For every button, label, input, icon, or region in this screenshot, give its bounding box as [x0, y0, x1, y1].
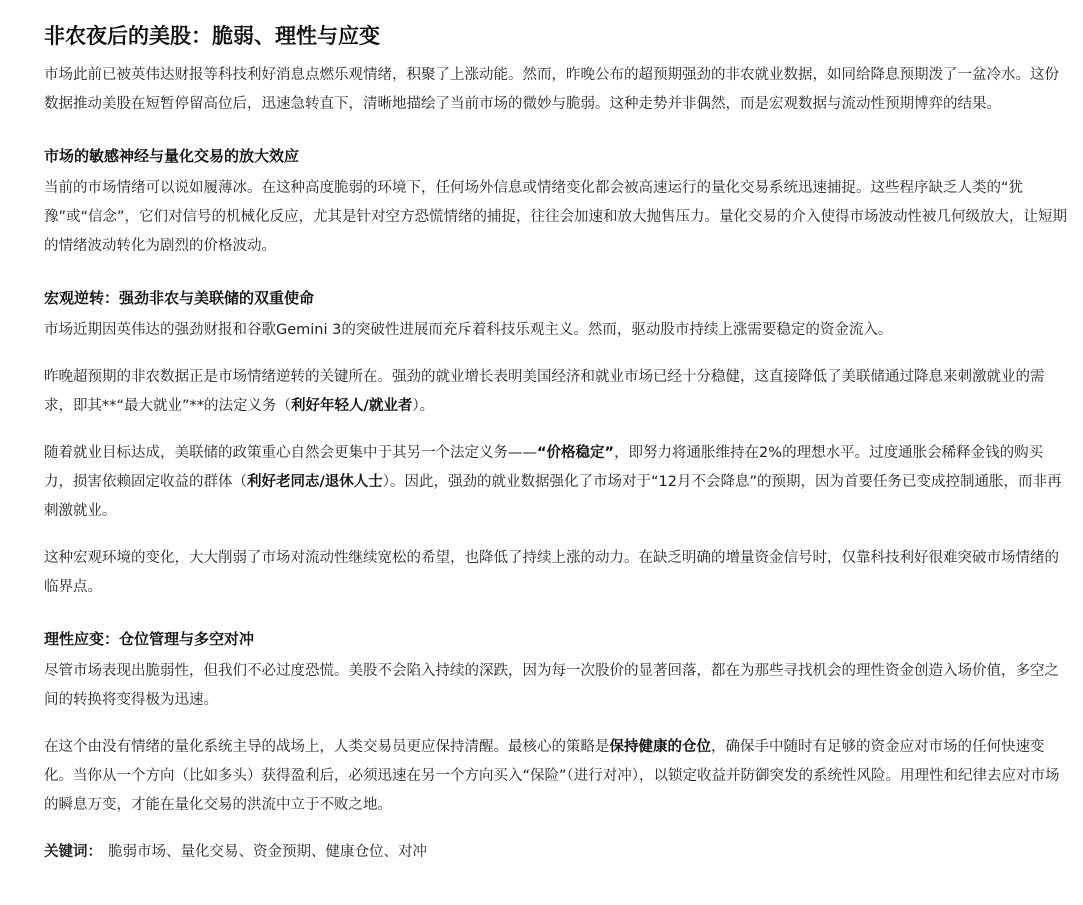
- text-span: 在这个由没有情绪的量化系统主导的战场上，人类交易员更应保持清醒。最核心的策略是: [44, 739, 610, 755]
- text-span: 随着就业目标达成，美联储的政策重心自然会更集中于其另一个法定义务——: [44, 445, 537, 461]
- text-span: ）。因此，强劲的就业数据强化了市场对于“12月不会降息”的预期，因为首要任务已变成控制通胀，而非再刺激就业。: [44, 474, 1062, 519]
- text-span: ，即努力将通胀维持在2%的理想水平。过度通胀会稀释金钱的购买力，损害依赖固定收益的群体（: [44, 445, 1044, 490]
- text-span: 昨晚超预期的非农数据正是市场情绪逆转的关键所在。强劲的就业增长表明美国经济和就业市场已经十分稳健，这直接降低了美联储通过降息来刺激就业的需求，即其**“最大就业”**的法定义务（: [44, 369, 1045, 414]
- section2-paragraph-2: [44, 363, 1069, 421]
- text-span: ，确保手中随时有足够的资金应对市场的任何快速变化。当你从一个方向（比如多头）获得盈利后，必须迅速在另一个方向买入“保险”（进行对冲），以锁定收益并防御突发的系统性风险。用理性和纪律去应对市场的瞬息万变，才能在量化交易的洪流中立于不败之地。: [44, 739, 1060, 813]
- section-heading-market-sensitivity: 市场的敏感神经与量化交易的放大效应: [44, 147, 300, 165]
- keywords-label: 关键词：: [44, 844, 102, 860]
- section3-paragraph-1: 尽管市场表现出脆弱性，但我们不必过度恐慌。美股不会陷入持续的深跌，因为每一次股价的显著回落，都在为那些寻找机会的理性资金创造入场价值，多空之间的转换将变得极为迅速。: [44, 663, 1059, 708]
- section1-paragraph: 当前的市场情绪可以说如履薄冰。在这种高度脆弱的环境下，任何场外信息或情绪变化都会被高速运行的量化交易系统迅速捕捉。这些程序缺乏人类的“犹豫”或“信念”，它们对信号的机械化反应，尤其是针对空方恐慌情绪的捕捉，往往会加速和放大抛售压力。量化交易的介入使得市场波动性被几何级放大，让短期的情绪波动转化为剧烈的价格波动。: [44, 180, 1068, 254]
- bold-highlight: 保持健康的仓位: [609, 739, 711, 755]
- keywords-line: [44, 838, 1069, 867]
- intro-paragraph: 市场此前已被英伟达财报等科技利好消息点燃乐观情绪，积聚了上涨动能。然而，昨晚公布的超预期强劲的非农就业数据，如同给降息预期泼了一盆冷水。这份数据推动美股在短暂停留高位后，迅速急转直下，清晰地描绘了当前市场的微妙与脆弱。这种走势并非偶然，而是宏观数据与流动性预期博弈的结果。: [44, 67, 1059, 112]
- bold-highlight: “价格稳定”: [537, 445, 615, 461]
- section2-paragraph-4: 这种宏观环境的变化，大大削弱了市场对流动性继续宽松的希望，也降低了持续上涨的动力。在缺乏明确的增量资金信号时，仅靠科技利好很难突破市场情绪的临界点。: [44, 550, 1059, 595]
- section3-paragraph-2: [44, 733, 1069, 820]
- keywords-list: 脆弱市场、量化交易、资金预期、健康仓位、对冲: [108, 844, 427, 860]
- section2-paragraph-1: 市场近期因英伟达的强劲财报和谷歌Gemini 3的突破性进展而充斥着科技乐观主义。然而，驱动股市持续上涨需要稳定的资金流入。: [44, 322, 893, 338]
- section2-paragraph-3: [44, 439, 1069, 526]
- bold-highlight: 利好老同志/退休人士: [247, 474, 383, 490]
- article-title: 非农夜后的美股：脆弱、理性与应变: [44, 24, 380, 48]
- text-span: ）。: [412, 398, 435, 414]
- section-heading-rational-response: 理性应变：仓位管理与多空对冲: [44, 630, 255, 648]
- bold-highlight: 利好年轻人/就业者: [291, 398, 413, 414]
- section-heading-macro-reversal: 宏观逆转：强劲非农与美联储的双重使命: [44, 289, 315, 307]
